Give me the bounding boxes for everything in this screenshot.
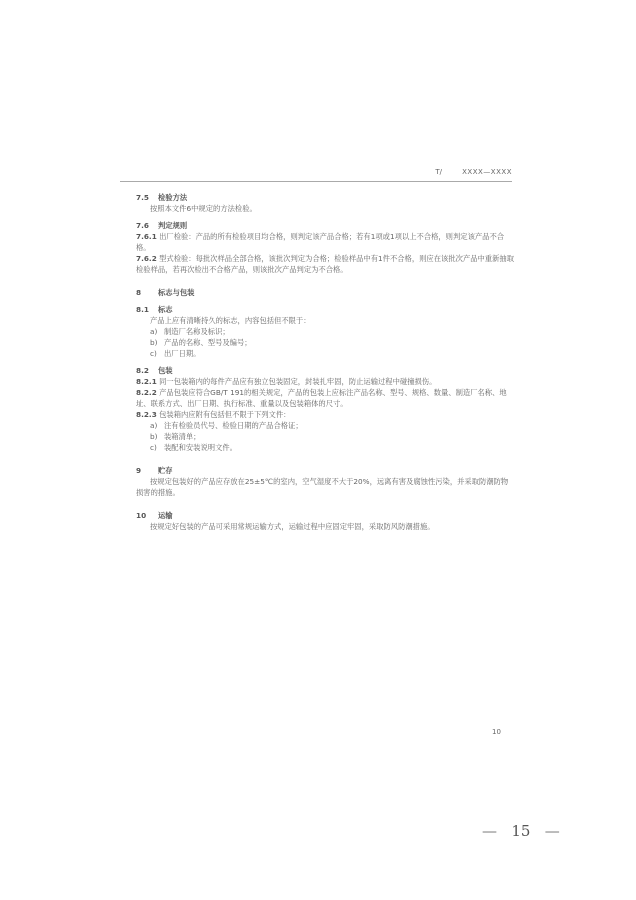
standard-number: XXXX—XXXX [462,168,512,176]
list-text: 产品的名称、型号及编号； [164,338,252,347]
list-label: a) [150,421,158,430]
clause-number: 8.2.3 [136,410,157,419]
section-number: 9 [136,466,142,475]
list-label: b) [150,432,158,441]
section-heading [136,192,514,203]
list-text: 出厂日期。 [164,349,201,358]
section-heading [136,365,514,376]
list-text: 注有检验员代号、检验日期的产品合格证； [164,421,303,430]
book-page-number [482,822,560,840]
clause [136,253,514,275]
clause [136,409,514,420]
list-label: a) [150,327,158,336]
list-item [136,431,514,442]
list-item [136,337,514,348]
section-number: 7.5 [136,193,149,202]
list-text: 制造厂名称及标识； [164,327,230,336]
list-label: b) [150,338,158,347]
section-number: 8.2 [136,366,149,375]
list-item [136,348,514,359]
section-heading [136,465,514,476]
list-label: c) [150,349,157,358]
header-prefix: T/ [435,168,442,176]
section-heading [136,304,514,315]
inner-page-number: 10 [492,728,501,736]
clause-number: 8.2.1 [136,377,157,386]
section-title: 标志 [158,305,173,314]
section-number: 7.6 [136,221,149,230]
list-item [136,326,514,337]
section-title: 标志与包装 [158,288,195,297]
paragraph: 按规定包装好的产品应存放在25±5℃的室内，空气湿度不大于20%，远离有害及腐蚀性污染，并采取防潮防物损害的措施。 [136,477,509,497]
document-body [136,186,514,532]
section-title: 判定规则 [158,221,188,230]
spacer [136,453,514,459]
paragraph: 产品上应有清晰持久的标志，内容包括但不限于： [150,316,311,325]
section-title: 贮存 [158,466,173,475]
clause [136,376,514,387]
clause-text: 包装箱内应附有包括但不限于下列文件： [159,410,291,419]
header-rule [120,181,512,182]
clause-text: 同一包装箱内的每件产品应有独立包装固定，封装扎牢固，防止运输过程中碰撞损伤。 [159,377,437,386]
list-text: 装箱清单； [164,432,201,441]
clause-text: 出厂检验：产品的所有检验项目均合格，则判定该产品合格；若有1项或1项以上不合格，则判定该产品不合格。 [136,232,505,252]
section-heading [136,287,514,298]
clause-text: 产品包装应符合GB/T 191的相关规定，产品的包装上应标注产品名称、型号、规格、数量、制造厂名称、地址、联系方式、出厂日期、执行标准、重量以及包装箱体的尺寸。 [136,388,507,408]
section-title: 检验方法 [158,193,188,202]
spacer [136,275,514,281]
clause [136,231,514,253]
clause-number: 7.6.1 [136,232,157,241]
book-page-number-value: 15 [511,822,531,840]
section-number: 10 [136,511,147,520]
paragraph: 按照本文件6中规定的方法检验。 [150,204,257,213]
clause-number: 8.2.2 [136,388,157,397]
section-heading [136,220,514,231]
list-label: c) [150,443,157,452]
list-item [136,420,514,431]
spacer [136,498,514,504]
paragraph: 按规定好包装的产品可采用常规运输方式，运输过程中应固定牢固，采取防风防潮措施。 [150,522,435,531]
clause-number: 7.6.2 [136,254,157,263]
section-number: 8.1 [136,305,149,314]
section-title: 运输 [158,511,173,520]
list-text: 装配和安装说明文件。 [164,443,237,452]
clause [136,387,514,409]
section-number: 8 [136,288,142,297]
section-title: 包装 [158,366,173,375]
clause-text: 型式检验：每批次样品全部合格，该批次判定为合格；检验样品中有1件不合格，则应在该批次产品中重新抽取检验样品，若再次检出不合格产品，则该批次产品判定为不合格。 [136,254,514,274]
page-dash-left: — [482,822,497,840]
section-heading [136,510,514,521]
page-dash-right: — [544,822,560,840]
list-item [136,442,514,453]
